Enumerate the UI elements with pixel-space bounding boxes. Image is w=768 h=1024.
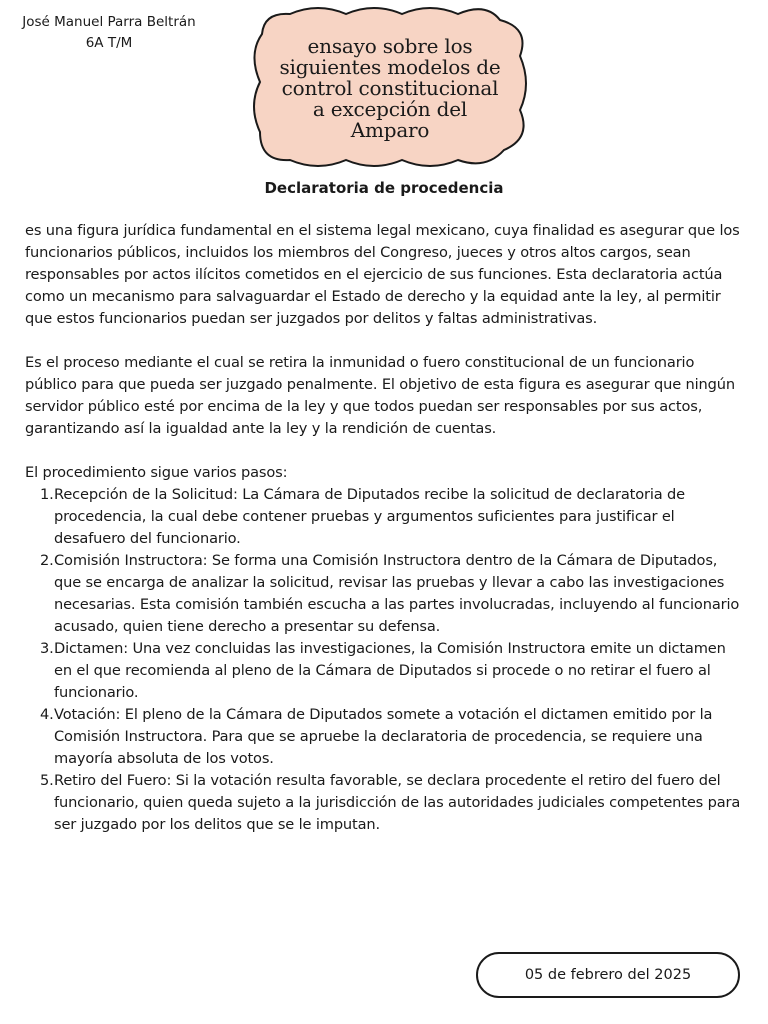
cloud-title-line: siguientes modelos de	[279, 55, 501, 79]
list-item	[25, 484, 745, 550]
list-item	[25, 638, 745, 704]
step-number: 5.	[40, 772, 54, 789]
step-number: 4.	[40, 706, 54, 723]
step-text: Comisión Instructora: Se forma una Comisión Instructora dentro de la Cámara de Diputados, que se encarga de analizar la solicitud, revisar las pruebas y llevar a cabo las investigaciones necesarias. Esta comisión también escucha a las partes involucradas, incluyendo al funcionario acusado, quien tiene derecho a presentar su defensa.	[54, 552, 740, 635]
cloud-title-line: control constitucional	[281, 76, 499, 100]
date-badge: 05 de febrero del 2025	[476, 952, 740, 998]
essay-body	[25, 220, 745, 836]
cloud-title	[262, 36, 518, 141]
step-number: 2.	[40, 552, 54, 569]
list-item	[25, 704, 745, 770]
step-text: Dictamen: Una vez concluidas las investigaciones, la Comisión Instructora emite un dictamen en el que recomienda al pleno de la Cámara de Diputados si procede o no retirar el fuero al funcionario.	[54, 640, 726, 701]
step-number: 1.	[40, 486, 54, 503]
author-name: José Manuel Parra Beltrán	[22, 14, 196, 30]
paragraph: Es el proceso mediante el cual se retira la inmunidad o fuero constitucional de un funcionario público para que pueda ser juzgado penalmente. El objetivo de esta figura es asegurar que ningún servidor público esté por encima de la ley y que todos puedan ser responsables por sus actos, garantizando así la igualdad ante la ley y la rendición de cuentas.	[25, 354, 735, 437]
paragraph: es una figura jurídica fundamental en el sistema legal mexicano, cuya finalidad es asegurar que los funcionarios públicos, incluidos los miembros del Congreso, jueces y otros altos cargos, sean responsables por actos ilícitos cometidos en el ejercicio de sus funciones. Esta declaratoria actúa como un mecanismo para salvaguardar el Estado de derecho y la equidad ante la ley, al permitir que estos funcionarios puedan ser juzgados por delitos y faltas administrativas.	[25, 222, 740, 327]
step-text: Retiro del Fuero: Si la votación resulta favorable, se declara procedente el retiro del fuero del funcionario, quien queda sujeto a la jurisdicción de las autoridades judiciales competentes para ser juzgado por los delitos que se le imputan.	[54, 772, 741, 833]
steps-list	[25, 484, 745, 836]
cloud-title-line: a excepción del	[312, 97, 468, 121]
author-group: 6A T/M	[85, 35, 133, 51]
list-item	[25, 770, 745, 836]
list-item	[25, 550, 745, 638]
step-text: Recepción de la Solicitud: La Cámara de Diputados recibe la solicitud de declaratoria de procedencia, la cual debe contener pruebas y argumentos suficientes para justificar el desafuero del funcionario.	[54, 486, 685, 547]
steps-intro: El procedimiento sigue varios pasos:	[25, 464, 288, 481]
cloud-title-line: ensayo sobre los	[307, 34, 473, 58]
title-cloud	[250, 6, 530, 168]
step-text: Votación: El pleno de la Cámara de Diputados somete a votación el dictamen emitido por la Comisión Instructora. Para que se apruebe la declaratoria de procedencia, se requiere una mayoría absoluta de los votos.	[54, 706, 713, 767]
section-title: Declaratoria de procedencia	[264, 179, 504, 197]
step-number: 3.	[40, 640, 54, 657]
cloud-title-line: Amparo	[350, 118, 430, 142]
author-block	[0, 12, 218, 54]
